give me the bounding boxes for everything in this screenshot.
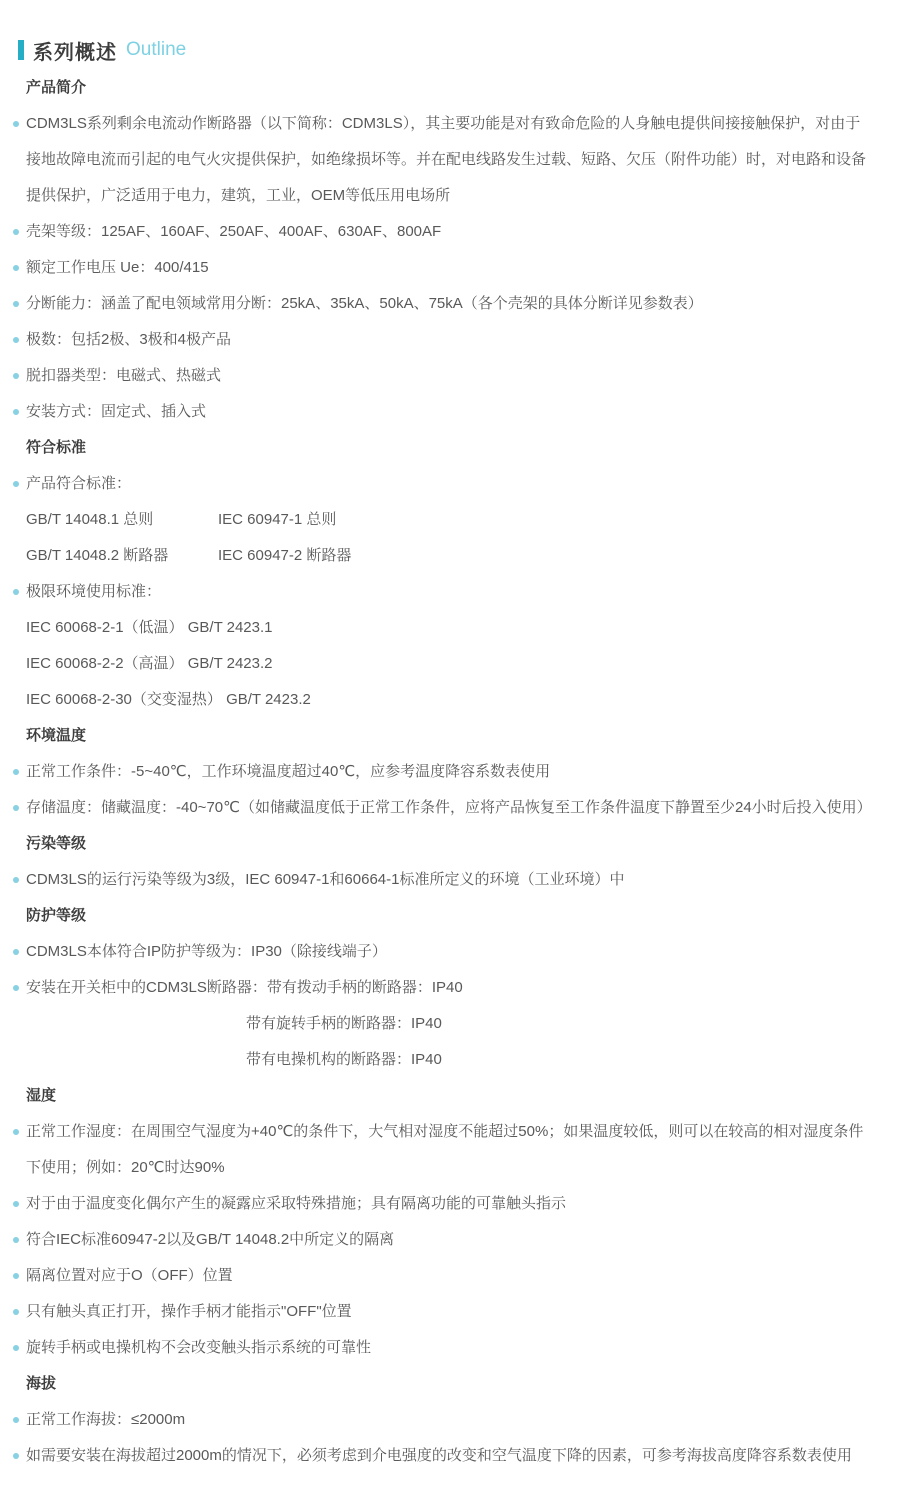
bullet-dot-icon xyxy=(13,1129,19,1135)
bullet-item xyxy=(26,466,870,502)
bullet-dot-icon xyxy=(13,1201,19,1207)
bullet-item xyxy=(26,934,870,970)
bullet-item xyxy=(26,250,870,286)
standard-line: IEC 60068-2-1（低温） GB/T 2423.1 xyxy=(26,619,273,636)
bullet-dot-icon xyxy=(13,589,19,595)
section-heading: 海拔 xyxy=(26,1375,57,1392)
bullet-item xyxy=(26,214,870,250)
bullet-text: 旋转手柄或电操机构不会改变触头指示系统的可靠性 xyxy=(26,1339,372,1356)
bullet-dot-icon xyxy=(13,409,19,415)
bullet-dot-icon xyxy=(13,1273,19,1279)
bullet-text: 正常工作海拔：≤2000m xyxy=(26,1411,186,1428)
bullet-dot-icon xyxy=(13,337,19,343)
bullet-item xyxy=(26,358,870,394)
section-heading: 湿度 xyxy=(26,1087,57,1104)
section-heading: 产品简介 xyxy=(26,79,87,96)
bullet-dot-icon xyxy=(13,265,19,271)
bullet-text: 极限环境使用标准： xyxy=(26,583,162,600)
standards-row xyxy=(26,538,870,574)
bullet-item xyxy=(26,970,870,1006)
bullet-text: 分断能力：涵盖了配电领域常用分断：25kA、35kA、50kA、75kA（各个壳架的具体分断详见参数表） xyxy=(26,295,703,312)
section-heading: 符合标准 xyxy=(26,439,87,456)
standards-row xyxy=(26,502,870,538)
bullet-dot-icon xyxy=(13,121,19,127)
standard-iec: IEC 60947-2 断路器 xyxy=(218,547,352,564)
bullet-text: 存储温度：储藏温度：-40~70℃（如储藏温度低于正常工作条件，应将产品恢复至工作条件温度下静置至少24小时后投入使用） xyxy=(26,799,872,816)
bullet-dot-icon xyxy=(13,301,19,307)
bullet-dot-icon xyxy=(13,1237,19,1243)
bullet-text: CDM3LS本体符合IP防护等级为：IP30（除接线端子） xyxy=(26,943,387,960)
section-heading: 污染等级 xyxy=(26,835,87,852)
bullet-text: 极数：包括2极、3极和4极产品 xyxy=(26,331,232,348)
bullet-dot-icon xyxy=(13,1417,19,1423)
bullet-item xyxy=(26,1114,870,1186)
bullet-dot-icon xyxy=(13,1309,19,1315)
standard-gb: GB/T 14048.2 断路器 xyxy=(26,547,169,564)
bullet-dot-icon xyxy=(13,985,19,991)
bullet-item xyxy=(26,1330,870,1366)
page-title-zh: 系列概述 xyxy=(33,41,117,64)
bullet-dot-icon xyxy=(13,481,19,487)
bullet-text: 符合IEC标准60947-2以及GB/T 14048.2中所定义的隔离 xyxy=(26,1231,395,1248)
bullet-text: 如需要安装在海拔超过2000m的情况下，必须考虑到介电强度的改变和空气温度下降的因素，可参考海拔高度降容系数表使用 xyxy=(26,1447,852,1464)
bullet-item xyxy=(26,322,870,358)
bullet-item xyxy=(26,394,870,430)
bullet-text: 正常工作湿度：在周围空气湿度为+40℃的条件下，大气相对湿度不能超过50%；如果温度较低，则可以在较高的相对湿度条件下使用；例如：20℃时达90% xyxy=(26,1123,864,1176)
bullet-item xyxy=(26,790,870,826)
bullet-dot-icon xyxy=(13,949,19,955)
bullet-item xyxy=(26,1294,870,1330)
bullet-text: 安装在开关柜中的CDM3LS断路器：带有拨动手柄的断路器：IP40 xyxy=(26,979,463,996)
bullet-dot-icon xyxy=(13,229,19,235)
bullet-dot-icon xyxy=(13,877,19,883)
bullet-dot-icon xyxy=(13,805,19,811)
bullet-dot-icon xyxy=(13,769,19,775)
bullet-item xyxy=(26,1186,870,1222)
section-heading: 环境温度 xyxy=(26,727,87,744)
bullet-item xyxy=(26,1438,870,1474)
bullet-text: 只有触头真正打开，操作手柄才能指示"OFF"位置 xyxy=(26,1303,352,1320)
bullet-item xyxy=(26,574,870,610)
bullet-text: CDM3LS系列剩余电流动作断路器（以下简称：CDM3LS），其主要功能是对有致命危险的人身触电提供间接接触保护，对由于接地故障电流而引起的电气火灾提供保护，如绝缘损坏等。并在配电线路发生过载、短路、欠压（附件功能）时，对电路和设备提供保护，广泛适用于电力，建筑，工业，OEM等低压用电场所 xyxy=(26,115,867,204)
page-title-en: Outline xyxy=(126,39,187,60)
bullet-text: CDM3LS的运行污染等级为3级，IEC 60947-1和60664-1标准所定义的环境（工业环境）中 xyxy=(26,871,625,888)
title-accent-bar-icon xyxy=(18,40,24,60)
bullet-item xyxy=(26,1402,870,1438)
bullet-dot-icon xyxy=(13,1345,19,1351)
bullet-text: 壳架等级：125AF、160AF、250AF、400AF、630AF、800AF xyxy=(26,223,442,240)
bullet-dot-icon xyxy=(13,373,19,379)
bullet-text: 脱扣器类型：电磁式、热磁式 xyxy=(26,367,222,384)
bullet-item xyxy=(26,754,870,790)
page-title xyxy=(18,38,870,62)
bullet-dot-icon xyxy=(13,1453,19,1459)
bullet-text: 额定工作电压 Ue：400/415 xyxy=(26,259,209,276)
continuation-line: 带有旋转手柄的断路器：IP40 xyxy=(246,1015,442,1032)
standard-line: IEC 60068-2-30（交变湿热） GB/T 2423.2 xyxy=(26,691,311,708)
bullet-item xyxy=(26,1258,870,1294)
bullet-item xyxy=(26,106,870,214)
bullet-item xyxy=(26,1222,870,1258)
sections-container xyxy=(18,70,870,1474)
bullet-text: 隔离位置对应于O（OFF）位置 xyxy=(26,1267,233,1284)
standard-gb: GB/T 14048.1 总则 xyxy=(26,511,154,528)
bullet-text: 正常工作条件：-5~40℃，工作环境温度超过40℃，应参考温度降容系数表使用 xyxy=(26,763,551,780)
bullet-text: 产品符合标准： xyxy=(26,475,132,492)
section-heading: 防护等级 xyxy=(26,907,87,924)
bullet-text: 安装方式：固定式、插入式 xyxy=(26,403,207,420)
continuation-line: 带有电操机构的断路器：IP40 xyxy=(246,1051,442,1068)
bullet-item xyxy=(26,862,870,898)
bullet-item xyxy=(26,286,870,322)
standard-iec: IEC 60947-1 总则 xyxy=(218,511,337,528)
bullet-text: 对于由于温度变化偶尔产生的凝露应采取特殊措施；具有隔离功能的可靠触头指示 xyxy=(26,1195,567,1212)
standard-line: IEC 60068-2-2（高温） GB/T 2423.2 xyxy=(26,655,273,672)
